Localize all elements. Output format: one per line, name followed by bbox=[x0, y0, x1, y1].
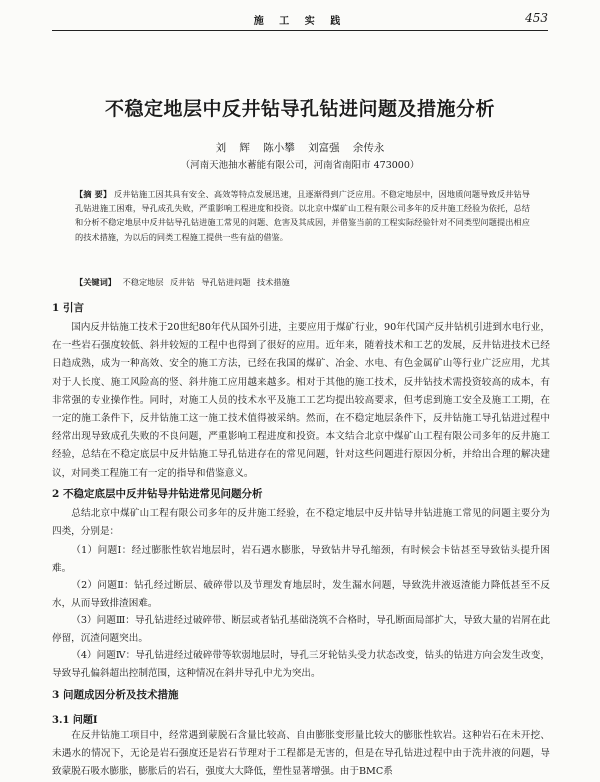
issue-item-2: （2）问题Ⅱ：钻孔经过断层、破碎带以及节理发育地层时，发生漏水问题，导致洗井液返渣能力降低甚至不反水，从而导致排渣困难。 bbox=[52, 580, 550, 610]
page-number: 453 bbox=[525, 11, 548, 25]
running-header bbox=[52, 10, 548, 31]
paper-title: 不稳定地层中反井钻导孔钻进问题及措施分析 bbox=[104, 98, 495, 120]
section-1-paragraph: 国内反井钻施工技术于20世纪80年代从国外引进，主要应用于煤矿行业，90年代国产反井钻机引进到水电行业，在一些岩石强度较低、斜井较短的工程中也得到了很好的应用。近年来，随着技术和工艺的发展，反井钻进技术已经日趋成熟，成为一种高效、安全的施工方法，已经在我国的煤矿、冶金、水电、有色金属矿山等行业广泛应用，尤其对于人长度、施工风险高的竖、斜井施工应用越来越多。相对于其他的施工技术，反井钻技术需投资较高的成本，有非常强的专业操作性。同时，对施工人员的技术水平及施工工艺均提出较高要求，但考虑到施工安全及施工工期，在一定的施工条件下，反井钻施工这一施工技术值得被采纳。然而，在不稳定地层条件下，反井钻施工导孔钻进过程中经常出现导致成孔失败的不良问题，严重影响工程进度和投资。本文结合北京中煤矿山工程有限公司多年的反井施工经验，总结在不稳定底层中反井钻施工导孔钻进存在的常见问题，针对这些问题进行原因分析，并给出合理的解决建议，对同类工程施工有一定的指导和借鉴意义。 bbox=[52, 322, 550, 479]
abstract bbox=[75, 187, 530, 244]
issue-item-4: （4）问题Ⅳ：导孔钻进经过破碎带等软弱地层时，导孔三牙轮钻头受力状态改变，钻头的钻进方向会发生改变，导致导孔偏斜超出控制范围，这种情况在斜井导孔中尤为突出。 bbox=[52, 650, 550, 680]
abstract-text: 反井钻施工因其具有安全、高效等特点发展迅速，且逐渐得到广泛应用。不稳定地层中，因地质问题导致反井钻导孔钻进施工困难，导孔成孔失败，严重影响工程进度和投资。以北京中煤矿山工程有限公司多年的反井施工经验为依托，总结和分析不稳定地层中反井钻导孔钻进施工常见的问题、危害及其成因，并借鉴当前的工程实际经验针对不同类型问题提出相应的技术措施，为以后的同类工程施工提供一些有益的借鉴。 bbox=[75, 189, 530, 242]
section-3-heading: 3 问题成因分析及技术措施 bbox=[52, 689, 179, 701]
abstract-label: 【摘 要】 bbox=[75, 189, 112, 199]
keywords bbox=[75, 276, 530, 289]
keywords-label: 【关键词】 bbox=[75, 277, 116, 287]
issue-item-1: （1）问题Ⅰ：经过膨胀性软岩地层时，岩石遇水膨胀，导致钻井导孔缩颈，有时候会卡钻甚至导致钻头提升困难。 bbox=[52, 545, 550, 575]
section-3-1-paragraph: 在反井钻施工项目中，经常遇到蒙脱石含量比较高、自由膨胀变形量比较大的膨胀性软岩。这种岩石在未开挖、未遇水的情况下，无论是岩石强度还是岩石节理对于工程都是无害的，但是在导孔钻进过程中由于洗井液的问题，导致蒙脱石吸水膨胀，膨胀后的岩石，强度大大降低，塑性显著增强。由于BMC系 bbox=[52, 730, 550, 778]
section-2-intro: 总结北京中煤矿山工程有限公司多年的反井施工经验，在不稳定地层中反井钻导井钻进施工常见的问题主要分为四类，分别是： bbox=[52, 508, 550, 538]
section-1-heading: 1 引言 bbox=[52, 302, 84, 314]
section-3-1-heading: 3.1 问题Ⅰ bbox=[52, 715, 98, 726]
authors: 刘 辉 陈小攀 刘富强 余传永 bbox=[215, 142, 385, 154]
section-2-heading: 2 不稳定底层中反井钻导井钻进常见问题分析 bbox=[52, 488, 263, 500]
affiliation: （河南天池抽水蓄能有限公司，河南省南阳市 473000） bbox=[180, 160, 420, 171]
issue-item-3: （3）问题Ⅲ：导孔钻进经过破碎带、断层或者钻孔基础浇筑不合格时，导孔断面局部扩大，导致大量的岩屑在此停留，沉渣问题突出。 bbox=[52, 615, 550, 645]
running-head-section: 施 工 实 践 bbox=[253, 16, 347, 27]
keywords-items: 不稳定地层 反井钻 导孔钻进问题 技术措施 bbox=[122, 277, 290, 287]
